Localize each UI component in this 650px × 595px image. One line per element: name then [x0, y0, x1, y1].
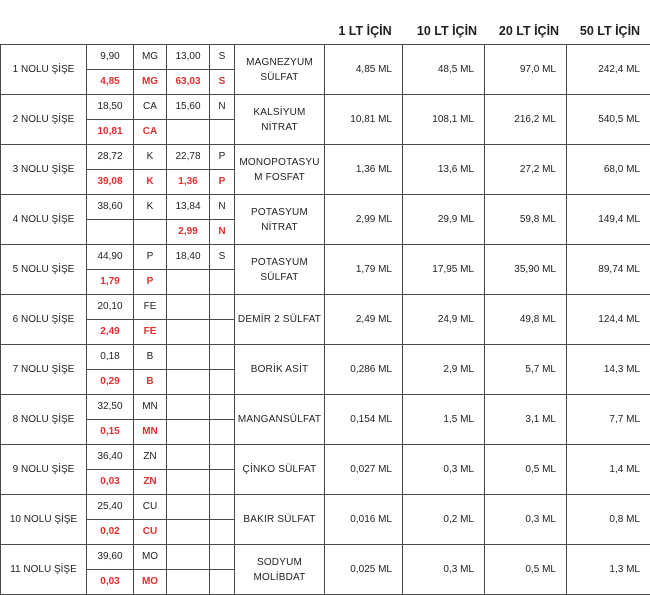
- ratio-symbol-1: P: [134, 270, 167, 295]
- ratio-symbol-1: CA: [134, 120, 167, 145]
- table-row: [1, 345, 650, 370]
- bottle-label: 6 NOLU ŞİŞE: [1, 295, 87, 345]
- nutrient-percent-2: [167, 495, 210, 520]
- ratio-value-1: 0,02: [87, 520, 134, 545]
- amount-10lt: 1,5 ML: [403, 395, 485, 445]
- nutrient-percent-1: 32,50: [87, 395, 134, 420]
- amount-1lt: 0,027 ML: [325, 445, 403, 495]
- bottle-label: 8 NOLU ŞİŞE: [1, 395, 87, 445]
- bottle-label: 5 NOLU ŞİŞE: [1, 245, 87, 295]
- ratio-symbol-1: MO: [134, 570, 167, 595]
- ratio-value-1: [87, 220, 134, 245]
- amount-50lt: 68,0 ML: [567, 145, 650, 195]
- nutrient-percent-1: 0,18: [87, 345, 134, 370]
- amount-1lt: 2,99 ML: [325, 195, 403, 245]
- amount-20lt: 3,1 ML: [485, 395, 567, 445]
- table-row: [1, 295, 650, 320]
- ratio-symbol-1: B: [134, 370, 167, 395]
- nutrient-percent-1: 20,10: [87, 295, 134, 320]
- amount-20lt: 35,90 ML: [485, 245, 567, 295]
- nutrient-percent-2: [167, 345, 210, 370]
- bottle-label: 2 NOLU ŞİŞE: [1, 95, 87, 145]
- nutrient-percent-1: 9,90: [87, 45, 134, 70]
- compound-name: MONOPOTASYU M FOSFAT: [235, 145, 325, 195]
- amount-1lt: 10,81 ML: [325, 95, 403, 145]
- nutrient-percent-2: [167, 545, 210, 570]
- amount-50lt: 1,3 ML: [567, 545, 650, 595]
- ratio-value-1: 2,49: [87, 320, 134, 345]
- amount-10lt: 48,5 ML: [403, 45, 485, 95]
- ratio-symbol-2: [210, 420, 235, 445]
- nutrient-symbol-1: MO: [134, 545, 167, 570]
- amount-1lt: 0,286 ML: [325, 345, 403, 395]
- nutrient-symbol-1: CU: [134, 495, 167, 520]
- amount-20lt: 0,3 ML: [485, 495, 567, 545]
- nutrient-percent-1: 25,40: [87, 495, 134, 520]
- table-row: [1, 395, 650, 420]
- column-header-20lt: 20 LT İÇİN: [498, 24, 560, 38]
- column-header-1lt: 1 LT İÇİN: [338, 24, 392, 38]
- compound-name: SODYUM MOLİBDAT: [235, 545, 325, 595]
- ratio-value-1: 0,03: [87, 570, 134, 595]
- ratio-value-2: [167, 320, 210, 345]
- nutrient-symbol-1: K: [134, 145, 167, 170]
- ratio-value-1: 1,79: [87, 270, 134, 295]
- amount-10lt: 0,3 ML: [403, 445, 485, 495]
- ratio-value-2: [167, 120, 210, 145]
- bottle-label: 11 NOLU ŞİŞE: [1, 545, 87, 595]
- bottle-label: 4 NOLU ŞİŞE: [1, 195, 87, 245]
- ratio-value-2: [167, 370, 210, 395]
- amount-1lt: 0,154 ML: [325, 395, 403, 445]
- nutrient-percent-2: 13,00: [167, 45, 210, 70]
- nutrient-symbol-1: CA: [134, 95, 167, 120]
- ratio-symbol-1: [134, 220, 167, 245]
- ratio-value-2: [167, 470, 210, 495]
- nutrient-table-sheet: [0, 44, 650, 595]
- nutrient-percent-2: [167, 445, 210, 470]
- ratio-value-1: 4,85: [87, 70, 134, 95]
- compound-name: BAKIR SÜLFAT: [235, 495, 325, 545]
- nutrient-symbol-2: [210, 495, 235, 520]
- nutrient-symbol-2: [210, 295, 235, 320]
- nutrient-percent-1: 18,50: [87, 95, 134, 120]
- bottle-label: 7 NOLU ŞİŞE: [1, 345, 87, 395]
- ratio-symbol-1: MG: [134, 70, 167, 95]
- amount-50lt: 149,4 ML: [567, 195, 650, 245]
- compound-name: BORİK ASİT: [235, 345, 325, 395]
- ratio-symbol-2: [210, 470, 235, 495]
- amount-50lt: 1,4 ML: [567, 445, 650, 495]
- amount-1lt: 1,79 ML: [325, 245, 403, 295]
- column-header-50lt: 50 LT İÇİN: [579, 24, 641, 38]
- amount-50lt: 124,4 ML: [567, 295, 650, 345]
- amount-20lt: 27,2 ML: [485, 145, 567, 195]
- nutrient-symbol-1: ZN: [134, 445, 167, 470]
- table-row: [1, 195, 650, 220]
- amount-1lt: 4,85 ML: [325, 45, 403, 95]
- ratio-symbol-1: FE: [134, 320, 167, 345]
- ratio-symbol-1: MN: [134, 420, 167, 445]
- amount-10lt: 108,1 ML: [403, 95, 485, 145]
- ratio-symbol-2: [210, 270, 235, 295]
- compound-name: DEMİR 2 SÜLFAT: [235, 295, 325, 345]
- nutrient-symbol-2: S: [210, 245, 235, 270]
- amount-50lt: 89,74 ML: [567, 245, 650, 295]
- nutrient-percent-1: 36,40: [87, 445, 134, 470]
- amount-10lt: 2,9 ML: [403, 345, 485, 395]
- amount-20lt: 5,7 ML: [485, 345, 567, 395]
- amount-50lt: 7,7 ML: [567, 395, 650, 445]
- nutrient-percent-2: 15,60: [167, 95, 210, 120]
- nutrient-symbol-2: P: [210, 145, 235, 170]
- nutrient-percent-2: [167, 295, 210, 320]
- amount-1lt: 0,016 ML: [325, 495, 403, 545]
- table-row: [1, 445, 650, 470]
- ratio-symbol-1: K: [134, 170, 167, 195]
- ratio-value-2: [167, 570, 210, 595]
- ratio-value-2: 63,03: [167, 70, 210, 95]
- ratio-value-2: 2,99: [167, 220, 210, 245]
- amount-20lt: 0,5 ML: [485, 445, 567, 495]
- amount-1lt: 1,36 ML: [325, 145, 403, 195]
- compound-name: MANGANSÜLFAT: [235, 395, 325, 445]
- amount-20lt: 0,5 ML: [485, 545, 567, 595]
- ratio-value-2: [167, 420, 210, 445]
- nutrient-symbol-2: S: [210, 45, 235, 70]
- ratio-symbol-2: N: [210, 220, 235, 245]
- amount-20lt: 49,8 ML: [485, 295, 567, 345]
- bottle-label: 9 NOLU ŞİŞE: [1, 445, 87, 495]
- ratio-value-1: 0,15: [87, 420, 134, 445]
- nutrient-symbol-1: K: [134, 195, 167, 220]
- nutrient-symbol-2: N: [210, 95, 235, 120]
- bottle-label: 3 NOLU ŞİŞE: [1, 145, 87, 195]
- amount-10lt: 0,3 ML: [403, 545, 485, 595]
- amount-10lt: 13,6 ML: [403, 145, 485, 195]
- amount-50lt: 14,3 ML: [567, 345, 650, 395]
- ratio-symbol-2: P: [210, 170, 235, 195]
- nutrient-percent-2: 13,84: [167, 195, 210, 220]
- compound-name: MAGNEZYUM SÜLFAT: [235, 45, 325, 95]
- ratio-symbol-1: ZN: [134, 470, 167, 495]
- amount-1lt: 0,025 ML: [325, 545, 403, 595]
- ratio-symbol-2: [210, 370, 235, 395]
- compound-name: POTASYUM NİTRAT: [235, 195, 325, 245]
- compound-name: KALSİYUM NİTRAT: [235, 95, 325, 145]
- ratio-value-2: [167, 520, 210, 545]
- nutrient-percent-2: 22,78: [167, 145, 210, 170]
- nutrient-percent-1: 38,60: [87, 195, 134, 220]
- nutrient-symbol-2: [210, 545, 235, 570]
- amount-50lt: 0,8 ML: [567, 495, 650, 545]
- table-row: [1, 245, 650, 270]
- ratio-symbol-1: CU: [134, 520, 167, 545]
- amount-1lt: 2,49 ML: [325, 295, 403, 345]
- ratio-value-2: [167, 270, 210, 295]
- nutrient-symbol-1: MG: [134, 45, 167, 70]
- ratio-value-1: 0,03: [87, 470, 134, 495]
- nutrient-symbol-1: MN: [134, 395, 167, 420]
- nutrient-percent-1: 28,72: [87, 145, 134, 170]
- bottle-label: 10 NOLU ŞİŞE: [1, 495, 87, 545]
- nutrient-symbol-1: B: [134, 345, 167, 370]
- ratio-symbol-2: [210, 320, 235, 345]
- nutrient-symbol-2: [210, 395, 235, 420]
- bottle-label: 1 NOLU ŞİŞE: [1, 45, 87, 95]
- nutrient-symbol-1: P: [134, 245, 167, 270]
- column-header-10lt: 10 LT İÇİN: [416, 24, 478, 38]
- amount-20lt: 97,0 ML: [485, 45, 567, 95]
- nutrient-symbol-2: [210, 445, 235, 470]
- nutrient-symbol-2: N: [210, 195, 235, 220]
- amount-10lt: 0,2 ML: [403, 495, 485, 545]
- table-row: [1, 145, 650, 170]
- nutrient-percent-1: 44,90: [87, 245, 134, 270]
- ratio-value-2: 1,36: [167, 170, 210, 195]
- nutrient-percent-1: 39,60: [87, 545, 134, 570]
- ratio-value-1: 0,29: [87, 370, 134, 395]
- amount-20lt: 59,8 ML: [485, 195, 567, 245]
- ratio-symbol-2: [210, 570, 235, 595]
- amount-10lt: 29,9 ML: [403, 195, 485, 245]
- table-row: [1, 545, 650, 570]
- ratio-value-1: 39,08: [87, 170, 134, 195]
- amount-10lt: 24,9 ML: [403, 295, 485, 345]
- nutrient-symbol-2: [210, 345, 235, 370]
- ratio-symbol-2: [210, 120, 235, 145]
- amount-50lt: 242,4 ML: [567, 45, 650, 95]
- nutrient-symbol-1: FE: [134, 295, 167, 320]
- table-row: [1, 495, 650, 520]
- ratio-symbol-2: S: [210, 70, 235, 95]
- compound-name: POTASYUM SÜLFAT: [235, 245, 325, 295]
- compound-name: ÇİNKO SÜLFAT: [235, 445, 325, 495]
- amount-50lt: 540,5 ML: [567, 95, 650, 145]
- nutrient-percent-2: 18,40: [167, 245, 210, 270]
- ratio-value-1: 10,81: [87, 120, 134, 145]
- table-row: [1, 95, 650, 120]
- amount-20lt: 216,2 ML: [485, 95, 567, 145]
- amount-10lt: 17,95 ML: [403, 245, 485, 295]
- nutrient-percent-2: [167, 395, 210, 420]
- ratio-symbol-2: [210, 520, 235, 545]
- nutrient-table: [0, 44, 650, 595]
- table-row: [1, 45, 650, 70]
